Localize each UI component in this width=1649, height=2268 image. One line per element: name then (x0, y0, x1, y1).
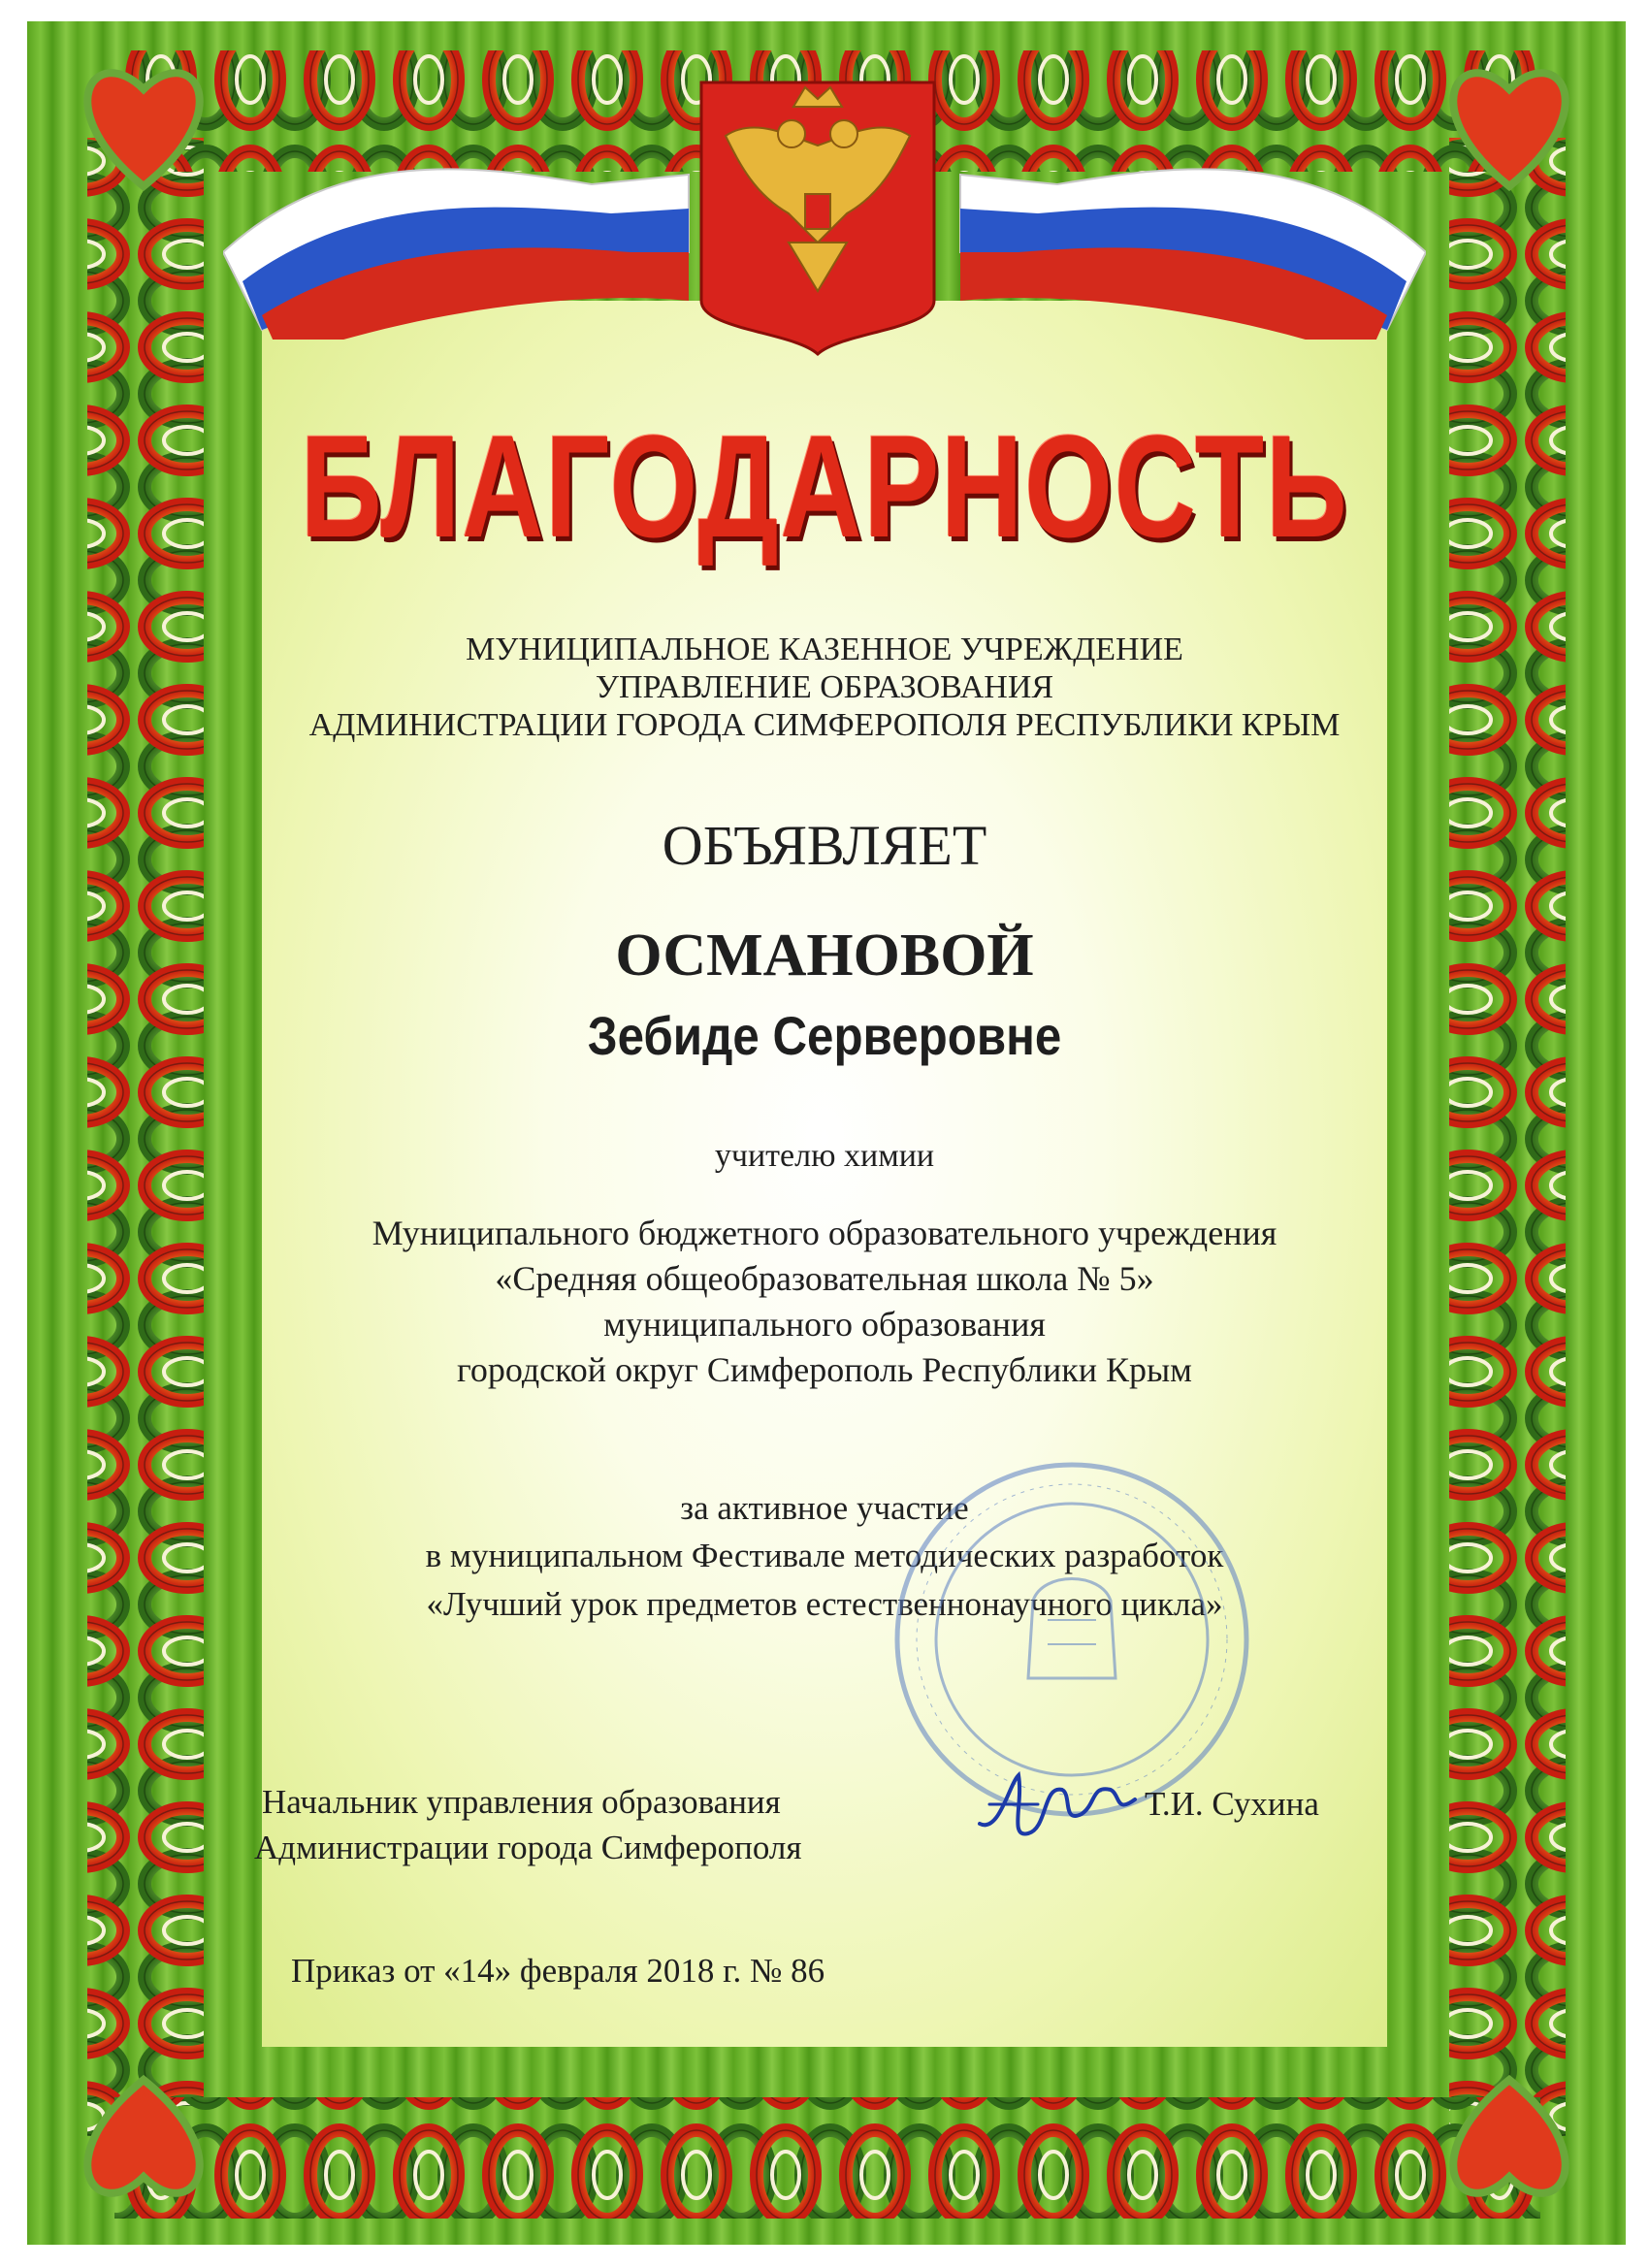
recipient-name: Зебиде Серверовне (587, 1005, 1062, 1066)
organization-line-1: МУНИЦИПАЛЬНОЕ КАЗЕННОЕ УЧРЕЖДЕНИЕ (466, 632, 1183, 667)
order-reference: Приказ от «14» февраля 2018 г. № 86 (291, 1952, 825, 1990)
school-line-4: городской округ Симферополь Республики Крым (457, 1350, 1192, 1389)
handwritten-signature (970, 1746, 1145, 1853)
organization-line-2: УПРАВЛЕНИЕ ОБРАЗОВАНИЯ (595, 669, 1054, 705)
announce-heading: ОБЪЯВЛЯЕТ (662, 814, 987, 877)
coat-of-arms-emblem (696, 78, 939, 359)
recipient-position: учителю химии (714, 1138, 935, 1174)
organization-line-3: АДМИНИСТРАЦИИ ГОРОДА СИМФЕРОПОЛЯ РЕСПУБЛИКИ КРЫМ (308, 707, 1341, 743)
school-line-3: муниципального образования (603, 1305, 1046, 1344)
signatory-title-line-1: Начальник управления образования (262, 1783, 781, 1821)
reason-line-2: в муниципальном Фестивале методических разработок (425, 1537, 1224, 1574)
signatory-title-line-2: Администрации города Симферополя (254, 1829, 802, 1866)
reason-line-1: за активное участие (680, 1489, 969, 1527)
school-line-1: Муниципального бюджетного образовательного учреждения (372, 1214, 1277, 1252)
school-line-2: «Средняя общеобразовательная школа № 5» (495, 1259, 1154, 1298)
certificate-title: БЛАГОДАРНОСТЬ (300, 405, 1349, 567)
reason-line-3: «Лучший урок предметов естественнонаучного цикла» (426, 1585, 1223, 1623)
recipient-surname: ОСМАНОВОЙ (615, 923, 1034, 988)
signatory-name: Т.И. Сухина (1145, 1785, 1319, 1823)
